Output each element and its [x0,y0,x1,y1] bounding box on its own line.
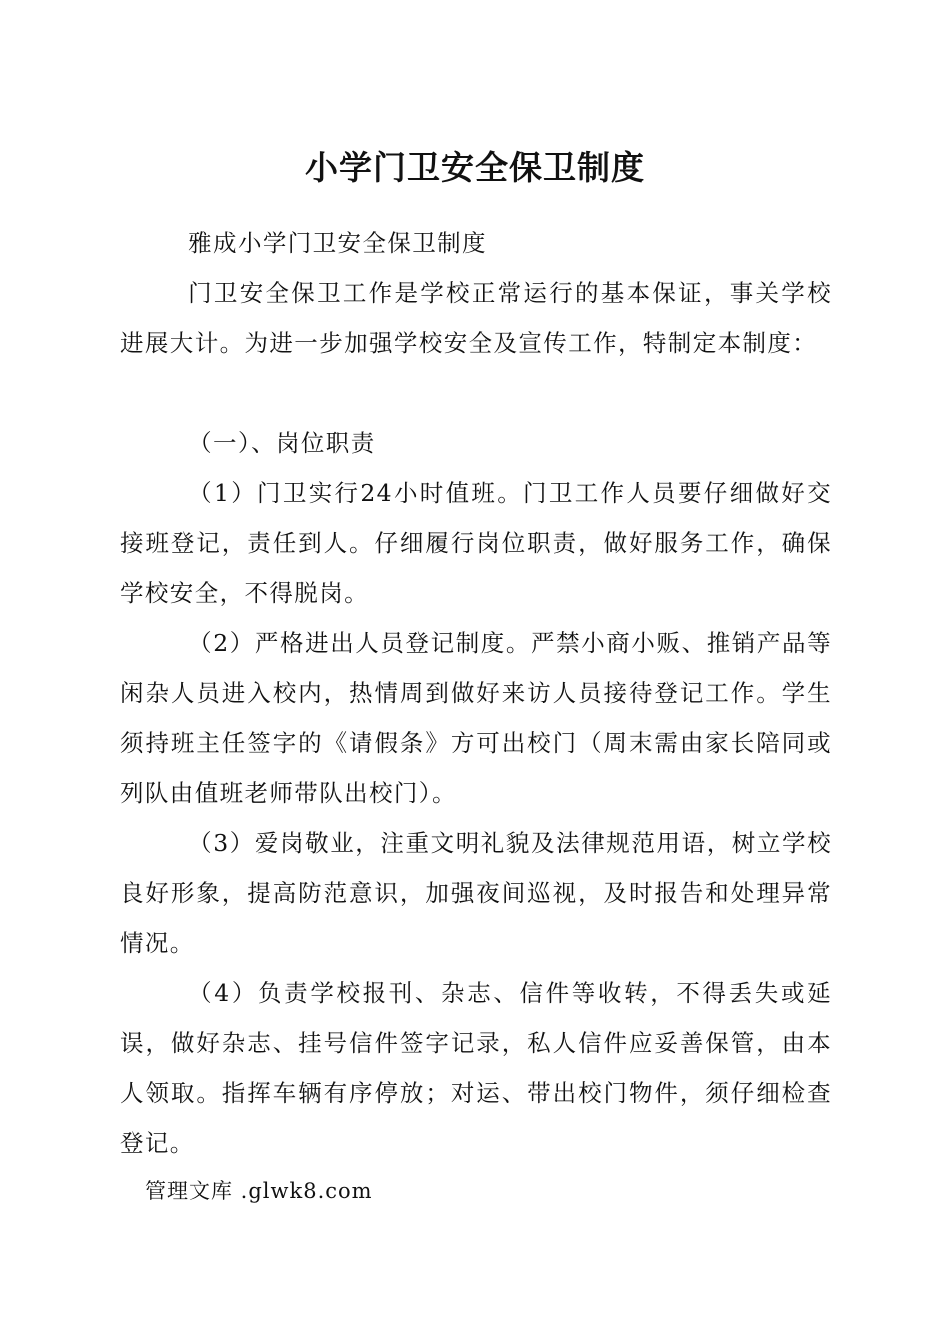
document-subtitle: 雅成小学门卫安全保卫制度 [188,229,487,257]
document-title: 小学门卫安全保卫制度 [305,148,645,187]
duty-item-2: （2）严格进出人员登记制度。严禁小商小贩、推销产品等闲杂人员进入校内，热情周到做好来访人员接待登记工作。学生须持班主任签字的《请假条》方可出校门（周末需由家长陪同或列队由值班老师带队出校门）。 [120,629,832,807]
document-body [120,218,832,1168]
duty-item-1: （1）门卫实行24小时值班。门卫工作人员要仔细做好交接班登记，责任到人。仔细履行岗位职责，做好服务工作，确保学校安全，不得脱岗。 [120,479,832,607]
duty-item-3: （3）爱岗敬业，注重文明礼貌及法律规范用语，树立学校良好形象，提高防范意识，加强夜间巡视，及时报告和处理异常情况。 [120,829,832,957]
footer-source: 管理文库 .glwk8.com [145,1179,373,1203]
blank-line [120,368,832,418]
section-heading: （一）、岗位职责 [188,429,376,457]
duty-item-4: （4）负责学校报刊、杂志、信件等收转，不得丢失或延误，做好杂志、挂号信件签字记录，私人信件应妥善保管，由本人领取。指挥车辆有序停放；对运、带出校门物件，须仔细检查登记。 [120,979,832,1157]
intro-paragraph: 门卫安全保卫工作是学校正常运行的基本保证，事关学校进展大计。为进一步加强学校安全及宣传工作，特制定本制度： [120,279,832,357]
